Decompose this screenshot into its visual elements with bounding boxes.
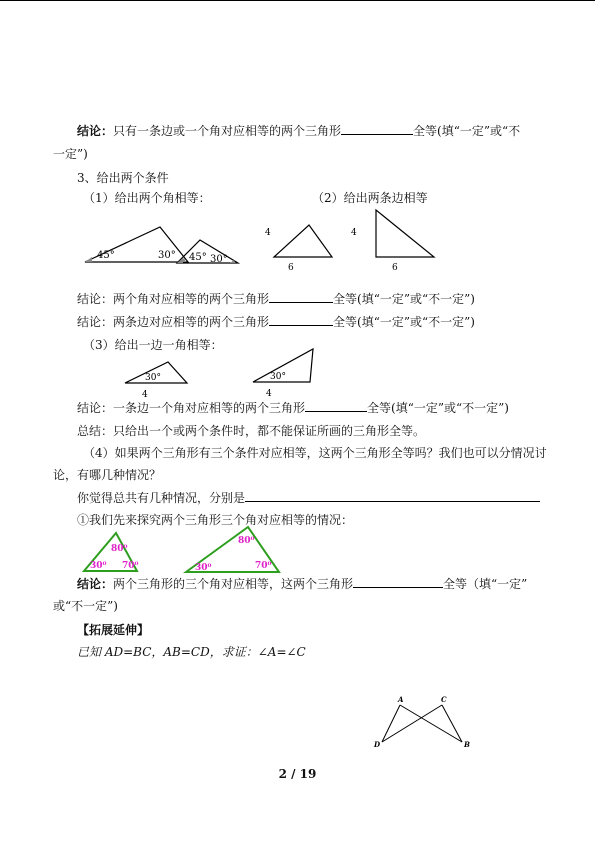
answer-blank[interactable] (245, 490, 540, 502)
point-label-b: B (464, 740, 470, 749)
segment-ab (400, 705, 462, 742)
conclusion-one-condition: 结论：只有一条边或一个角对应相等的两个三角形 全等(填“一定”或“不 (77, 124, 521, 138)
header-rule (0, 0, 595, 1)
side-label: 6 (288, 263, 294, 273)
fig-side-angle (120, 345, 330, 400)
answer-blank[interactable] (269, 291, 333, 303)
answer-blank[interactable] (305, 400, 367, 412)
angle-label-70: 70⁰ (122, 561, 139, 571)
angle-label-80: 80⁰ (238, 536, 255, 546)
point-label-c: C (441, 695, 447, 704)
side-label: 6 (392, 263, 398, 273)
angle-label: 30° (270, 372, 286, 382)
conclusion-continued: 或“不一定”) (53, 599, 118, 613)
extension-title: 【拓展延伸】 (77, 623, 150, 637)
case1: ①我们先来探究两个三角形三个角对应相等的情况： (77, 513, 354, 527)
sub4-line2: 论，有哪几种情况？ (53, 468, 162, 482)
side-label: 4 (266, 389, 272, 399)
answer-blank[interactable] (341, 123, 413, 135)
angle-mark (85, 257, 92, 262)
angle-label-30: 30⁰ (90, 561, 107, 571)
sub1-title: （1）给出两个角相等： (83, 191, 211, 205)
triangle-a (274, 225, 332, 257)
conclusion-two-angles: 结论：两个角对应相等的两个三角形 全等(填“一定”或“不一定”) (77, 292, 475, 306)
page-number: 2 / 19 (278, 767, 317, 781)
summary: 总结：只给出一个或两个条件时，都不能保证所画的三角形全等。 (77, 424, 426, 438)
side-label: 4 (142, 390, 148, 400)
how-many-cases: 你觉得总共有几种情况，分别是 (77, 490, 540, 506)
conclusion-label: 结论： (77, 577, 114, 591)
triangle-b (376, 210, 434, 257)
answer-blank[interactable] (269, 314, 333, 326)
fig-proof (370, 690, 480, 750)
side-label: 4 (265, 228, 271, 238)
angle-label-70: 70⁰ (255, 561, 272, 571)
fig-two-sides (262, 210, 442, 275)
angle-label-30: 30° (210, 254, 228, 265)
conclusion-label: 结论： (77, 124, 114, 138)
conclusion-continued: 一定”) (53, 147, 88, 161)
section3-title: 3、给出两个条件 (77, 171, 169, 185)
angle-label-30: 30⁰ (195, 563, 212, 573)
problem-statement: 已知 AD=BC，AB=CD，求证：∠A=∠C (77, 645, 306, 659)
angle-label-45: 45° (189, 252, 207, 263)
angle-label-30: 30° (158, 250, 176, 261)
answer-blank[interactable] (353, 576, 443, 588)
conclusion-side-angle: 结论：一条边一个角对应相等的两个三角形 全等(填“一定”或“不一定”) (77, 401, 509, 415)
sub3-title: （3）给出一边一角相等： (83, 338, 223, 352)
angle-label-80: 80⁰ (111, 544, 128, 554)
point-label-a: A (398, 695, 404, 704)
angle-label-45: 45° (97, 250, 115, 261)
angle-label: 30° (145, 373, 161, 383)
fig-three-angles (80, 525, 290, 575)
fig-two-angles (80, 220, 250, 270)
point-label-d: D (374, 740, 381, 749)
side-label: 4 (351, 228, 357, 238)
sub2-title: （2）给出两条边相等 (312, 191, 428, 205)
sub4-line1: （4）如果两个三角形有三个条件对应相等，这两个三角形全等吗？我们也可以分情况讨 (83, 446, 547, 460)
conclusion-two-sides: 结论：两条边对应相等的两个三角形 全等(填“一定”或“不一定”) (77, 315, 475, 329)
conclusion-three-angles: 结论：两个三角形的三个角对应相等，这两个三角形 全等（填“一定” (77, 577, 528, 591)
